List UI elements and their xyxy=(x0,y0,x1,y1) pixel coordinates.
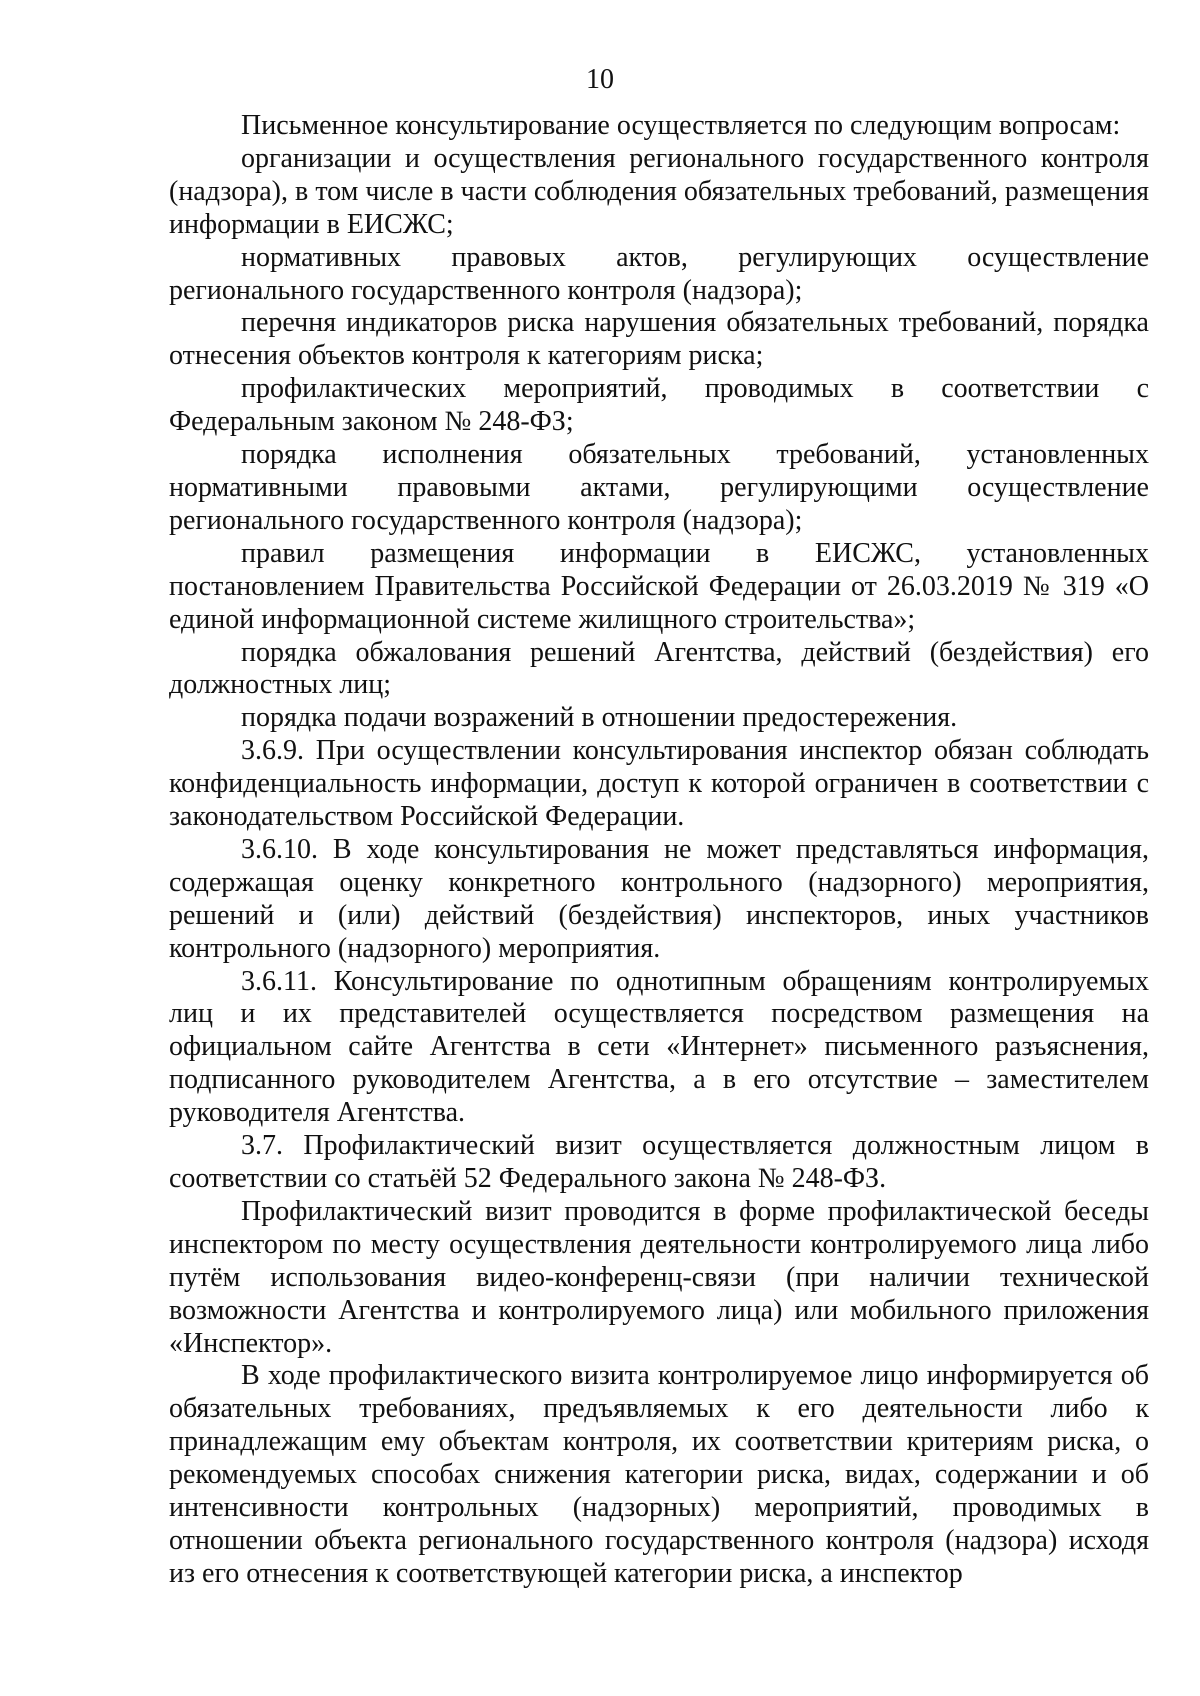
paragraph-list-item: нормативных правовых актов, регулирующих осуществление регионального государственного контроля (надзора); xyxy=(169,241,1149,306)
paragraph-clause-3-6-9: 3.6.9. При осуществлении консультирования инспектор обязан соблюдать конфиденциальность информации, доступ к которой ограничен в соответствии с законодательством Российской Федерации. xyxy=(169,735,1149,833)
paragraph-visit-content: В ходе профилактического визита контролируемое лицо информируется об обязательных требованиях, предъявляемых к его деятельности либо к принадлежащим ему объектам контроля, их соответствии критериям риска, о рекомендуемых способах снижения категории риска, видах, содержании и об интенсивности контрольных (надзорных) мероприятий, проводимых в отношении объекта регионального государственного контроля (надзора) исходя из его отнесения к соответствующей категории риска, а инспектор xyxy=(169,1360,1149,1589)
paragraph-list-item: перечня индикаторов риска нарушения обязательных требований, порядка отнесения объектов контроля к категориям риска; xyxy=(169,307,1149,372)
paragraph-clause-3-7: 3.7. Профилактический визит осуществляется должностным лицом в соответствии со статьёй 52 Федерального закона № 248-ФЗ. xyxy=(169,1130,1149,1194)
paragraph-list-item: порядка обжалования решений Агентства, действий (бездействия) его должностных лиц; xyxy=(169,636,1149,701)
paragraph-list-item: правил размещения информации в ЕИСЖС, установленных постановлением Правительства Российской Федерации от 26.03.2019 № 319 «О единой информационной системе жилищного строительства»; xyxy=(169,537,1149,635)
page-number: 10 xyxy=(586,64,614,95)
paragraph-visit-form: Профилактический визит проводится в форме профилактической беседы инспектором по месту осуществления деятельности контролируемого лица либо путём использования видео-конференц-связи (при наличии технической возможности Агентства и контролируемого лица) или мобильного приложения «Инспектор». xyxy=(169,1195,1149,1359)
paragraph-list-item: профилактических мероприятий, проводимых в соответствии с Федеральным законом № 248-ФЗ; xyxy=(169,373,1149,438)
paragraph-list-item: порядка исполнения обязательных требований, установленных нормативными правовыми актами, регулирующими осуществление регионального государственного контроля (надзора); xyxy=(169,439,1149,536)
paragraph-intro: Письменное консультирование осуществляется по следующим вопросам: xyxy=(241,110,1121,141)
paragraph-clause-3-6-10: 3.6.10. В ходе консультирования не может представляться информация, содержащая оценку конкретного контрольного (надзорного) мероприятия, решений и (или) действий (бездействия) инспекторов, иных участников контрольного (надзорного) мероприятия. xyxy=(169,833,1149,964)
paragraph-list-item: порядка подачи возражений в отношении предостережения. xyxy=(241,702,958,734)
paragraph-list-item: организации и осуществления регионального государственного контроля (надзора), в том числе в части соблюдения обязательных требований, размещения информации в ЕИСЖС; xyxy=(169,142,1149,240)
paragraph-clause-3-6-11: 3.6.11. Консультирование по однотипным обращениям контролируемых лиц и их представителей осуществляется посредством размещения на официальном сайте Агентства в сети «Интернет» письменного разъяснения, подписанного руководителем Агентства, а в его отсутствие – заместителем руководителя Агентства. xyxy=(169,965,1149,1129)
document-body xyxy=(169,110,1149,1591)
